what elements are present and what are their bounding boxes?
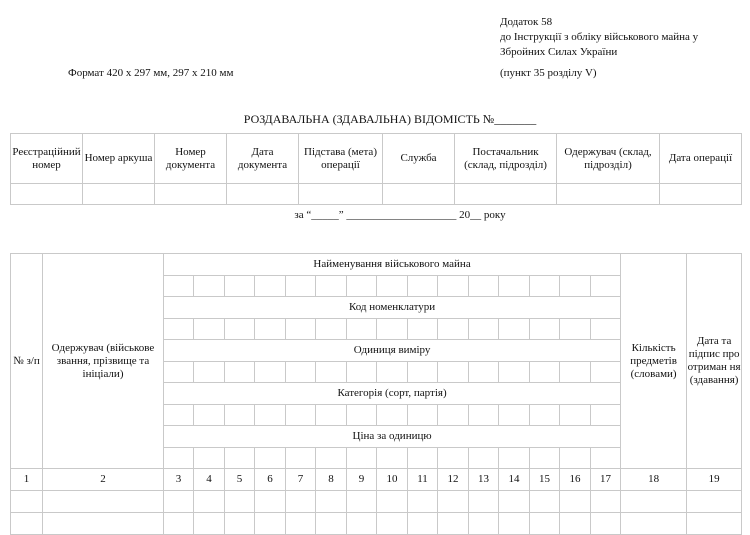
grid-cell[interactable]: [469, 362, 499, 383]
column-number: 19: [687, 469, 742, 491]
grid-cell[interactable]: [347, 448, 377, 469]
empty-cell[interactable]: [455, 184, 557, 205]
grid-cell[interactable]: [286, 513, 316, 535]
grid-cell[interactable]: [11, 491, 43, 513]
header-property-name: Найменування військового майна: [164, 254, 621, 276]
grid-cell[interactable]: [438, 491, 469, 513]
property-table: [10, 253, 742, 535]
column-number: 8: [316, 469, 347, 491]
grid-cell[interactable]: [255, 362, 286, 383]
grid-cell[interactable]: [255, 276, 286, 297]
grid-cell[interactable]: [286, 319, 316, 340]
header-nomenclature-code: Код номенклатури: [164, 297, 621, 319]
empty-cell[interactable]: [299, 184, 383, 205]
grid-cell[interactable]: [316, 319, 347, 340]
grid-cell[interactable]: [255, 448, 286, 469]
grid-cell[interactable]: [560, 276, 591, 297]
grid-cell[interactable]: [377, 319, 408, 340]
header-unit-of-measure: Одиниця виміру: [164, 340, 621, 362]
grid-cell[interactable]: [591, 513, 621, 535]
grid-cell[interactable]: [438, 276, 469, 297]
grid-cell[interactable]: [499, 405, 530, 426]
period-line: за “_____” ____________________ 20__ року: [294, 209, 506, 221]
grid-cell[interactable]: [408, 491, 438, 513]
grid-cell[interactable]: [316, 491, 347, 513]
grid-cell[interactable]: [225, 276, 255, 297]
header-operation-date: Дата операції: [660, 134, 742, 184]
document-title: РОЗДАВАЛЬНА (ЗДАВАЛЬНА) ВІДОМІСТЬ №_______: [243, 112, 537, 126]
grid-cell[interactable]: [255, 405, 286, 426]
column-number: 18: [621, 469, 687, 491]
empty-cell[interactable]: [660, 184, 742, 205]
grid-cell[interactable]: [286, 362, 316, 383]
grid-cell[interactable]: [347, 405, 377, 426]
header-sheet-number: Номер аркуша: [83, 134, 155, 184]
grid-cell[interactable]: [225, 319, 255, 340]
header-unit-price: Ціна за одиницю: [164, 426, 621, 448]
grid-cell[interactable]: [255, 513, 286, 535]
grid-cell[interactable]: [499, 276, 530, 297]
grid-cell[interactable]: [194, 448, 225, 469]
header-document-date: Дата документа: [227, 134, 299, 184]
empty-cell[interactable]: [11, 184, 83, 205]
appendix-organization: Збройних Силах України: [500, 46, 618, 58]
column-number: 13: [469, 469, 499, 491]
grid-cell[interactable]: [225, 362, 255, 383]
grid-cell[interactable]: [408, 362, 438, 383]
grid-cell[interactable]: [43, 491, 164, 513]
grid-cell[interactable]: [621, 491, 687, 513]
grid-cell[interactable]: [225, 491, 255, 513]
header-date-signature: Дата та підпис про отриман ня (здавання): [687, 254, 742, 469]
grid-cell[interactable]: [469, 319, 499, 340]
empty-cell[interactable]: [557, 184, 660, 205]
grid-cell[interactable]: [530, 362, 560, 383]
grid-cell[interactable]: [377, 405, 408, 426]
grid-cell[interactable]: [286, 448, 316, 469]
empty-cell[interactable]: [155, 184, 227, 205]
grid-cell[interactable]: [194, 362, 225, 383]
grid-cell[interactable]: [591, 405, 621, 426]
grid-cell[interactable]: [591, 362, 621, 383]
column-number: 11: [408, 469, 438, 491]
grid-cell[interactable]: [347, 513, 377, 535]
appendix-reference: до Інструкції з обліку військового майна у: [500, 31, 699, 43]
grid-cell[interactable]: [377, 491, 408, 513]
operations-table: [10, 133, 742, 205]
grid-cell[interactable]: [225, 405, 255, 426]
column-number: 7: [286, 469, 316, 491]
grid-cell[interactable]: [194, 276, 225, 297]
grid-cell[interactable]: [286, 491, 316, 513]
grid-cell[interactable]: [286, 276, 316, 297]
grid-cell[interactable]: [408, 448, 438, 469]
grid-cell[interactable]: [530, 405, 560, 426]
grid-cell[interactable]: [469, 513, 499, 535]
table-row: [11, 491, 742, 513]
grid-cell[interactable]: [43, 513, 164, 535]
appendix-number: Додаток 58: [500, 16, 553, 28]
column-number-row: [11, 469, 742, 491]
header-service: Служба: [383, 134, 455, 184]
grid-cell[interactable]: [316, 362, 347, 383]
grid-cell[interactable]: [560, 448, 591, 469]
grid-cell[interactable]: [530, 276, 560, 297]
grid-cell[interactable]: [377, 448, 408, 469]
operations-empty-row: [11, 184, 742, 205]
grid-cell[interactable]: [438, 405, 469, 426]
grid-cell[interactable]: [687, 513, 742, 535]
grid-cell[interactable]: [560, 319, 591, 340]
grid-cell[interactable]: [499, 513, 530, 535]
grid-cell[interactable]: [438, 319, 469, 340]
grid-cell[interactable]: [164, 448, 194, 469]
grid-cell[interactable]: [164, 491, 194, 513]
grid-cell[interactable]: [316, 276, 347, 297]
format-note: Формат 420 х 297 мм, 297 х 210 мм: [68, 67, 234, 79]
column-number: 10: [377, 469, 408, 491]
grid-cell[interactable]: [408, 513, 438, 535]
header-category: Категорія (сорт, партія): [164, 383, 621, 405]
grid-cell[interactable]: [164, 405, 194, 426]
grid-cell[interactable]: [530, 448, 560, 469]
grid-cell[interactable]: [164, 362, 194, 383]
column-number: 2: [43, 469, 164, 491]
header-row-number: № з/п: [11, 254, 43, 469]
empty-cell[interactable]: [383, 184, 455, 205]
grid-cell[interactable]: [499, 319, 530, 340]
grid-cell[interactable]: [11, 513, 43, 535]
grid-cell[interactable]: [591, 319, 621, 340]
grid-cell[interactable]: [347, 362, 377, 383]
grid-cell[interactable]: [225, 448, 255, 469]
column-number: 14: [499, 469, 530, 491]
grid-cell[interactable]: [408, 276, 438, 297]
grid-cell[interactable]: [530, 491, 560, 513]
grid-cell[interactable]: [560, 405, 591, 426]
header-registration-number: Реєстраційний номер: [11, 134, 83, 184]
column-number: 12: [438, 469, 469, 491]
header-quantity: Кількість предметів (словами): [621, 254, 687, 469]
header-supplier: Постачальник (склад, підрозділ): [455, 134, 557, 184]
grid-cell[interactable]: [560, 362, 591, 383]
grid-cell[interactable]: [164, 276, 194, 297]
grid-cell[interactable]: [377, 276, 408, 297]
grid-cell[interactable]: [438, 513, 469, 535]
operations-header-row: [11, 134, 742, 184]
column-number: 17: [591, 469, 621, 491]
grid-cell[interactable]: [316, 405, 347, 426]
grid-cell[interactable]: [194, 513, 225, 535]
grid-cell[interactable]: [560, 513, 591, 535]
header-operation-basis: Підстава (мета) операції: [299, 134, 383, 184]
grid-cell[interactable]: [316, 513, 347, 535]
grid-cell[interactable]: [621, 513, 687, 535]
grid-cell[interactable]: [499, 448, 530, 469]
grid-cell[interactable]: [469, 491, 499, 513]
grid-cell[interactable]: [316, 448, 347, 469]
column-number: 6: [255, 469, 286, 491]
grid-cell[interactable]: [225, 513, 255, 535]
grid-cell[interactable]: [560, 491, 591, 513]
grid-cell[interactable]: [408, 405, 438, 426]
grid-cell[interactable]: [499, 362, 530, 383]
empty-cell[interactable]: [83, 184, 155, 205]
grid-cell[interactable]: [347, 491, 377, 513]
grid-cell[interactable]: [687, 491, 742, 513]
table-row: [11, 513, 742, 535]
grid-cell[interactable]: [194, 319, 225, 340]
column-number: 9: [347, 469, 377, 491]
grid-cell[interactable]: [591, 491, 621, 513]
header-recipient-unit: Одержувач (склад, підрозділ): [557, 134, 660, 184]
grid-cell[interactable]: [469, 448, 499, 469]
header-document-number: Номер документа: [155, 134, 227, 184]
header-recipient-person: Одержувач (військове звання, прізвище та ініціали): [43, 254, 164, 469]
grid-cell[interactable]: [469, 276, 499, 297]
grid-cell[interactable]: [408, 319, 438, 340]
grid-cell[interactable]: [438, 448, 469, 469]
grid-cell[interactable]: [164, 319, 194, 340]
grid-cell[interactable]: [255, 491, 286, 513]
grid-cell[interactable]: [530, 319, 560, 340]
grid-cell[interactable]: [591, 276, 621, 297]
grid-cell[interactable]: [194, 491, 225, 513]
grid-cell[interactable]: [347, 276, 377, 297]
grid-cell[interactable]: [377, 362, 408, 383]
grid-cell[interactable]: [469, 405, 499, 426]
grid-cell[interactable]: [194, 405, 225, 426]
column-number: 5: [225, 469, 255, 491]
grid-cell[interactable]: [591, 448, 621, 469]
grid-cell[interactable]: [530, 513, 560, 535]
grid-cell[interactable]: [286, 405, 316, 426]
column-number: 15: [530, 469, 560, 491]
column-number: 4: [194, 469, 225, 491]
grid-cell[interactable]: [164, 513, 194, 535]
column-number: 1: [11, 469, 43, 491]
appendix-clause: (пункт 35 розділу V): [500, 67, 597, 79]
grid-cell[interactable]: [377, 513, 408, 535]
grid-cell[interactable]: [499, 491, 530, 513]
empty-cell[interactable]: [227, 184, 299, 205]
column-number: 3: [164, 469, 194, 491]
grid-cell[interactable]: [347, 319, 377, 340]
grid-cell[interactable]: [255, 319, 286, 340]
column-number: 16: [560, 469, 591, 491]
grid-cell[interactable]: [438, 362, 469, 383]
